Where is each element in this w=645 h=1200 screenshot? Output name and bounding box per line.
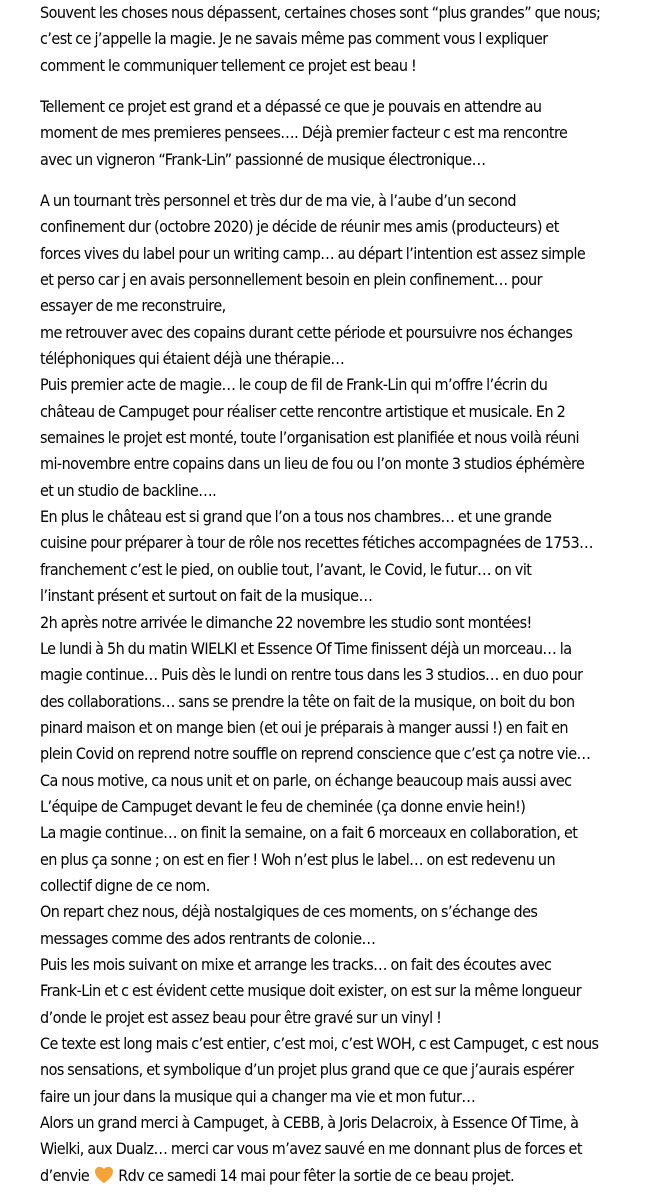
text-line: Ca nous motive, ca nous unit et on parle, on échange beaucoup mais aussi avec: [40, 770, 572, 790]
closing-text-after: Rdv ce samedi 14 mai pour fêter la sortie de ce beau projet.: [118, 1165, 515, 1185]
text-line: Le lundi à 5h du matin WIELKI et Essence Of Time finissent déjà un morceau… la: [40, 638, 572, 658]
text-line: Alors un grand merci à Campuget, à CEBB, à Joris Delacroix, à Essence Of Time, à: [40, 1113, 579, 1133]
text-line: confinement dur (octobre 2020) je décide de réunir mes amis (producteurs) et: [40, 217, 559, 237]
text-line: Wielki, aux Dualz… merci car vous m’avez sauvé en me donnant plus de forces et: [40, 1139, 582, 1159]
text-line: nos sensations, et symbolique d’un projet plus grand que ce que j’aurais espérer: [40, 1060, 574, 1080]
text-line: téléphoniques qui étaient déjà une thérapie…: [40, 349, 345, 369]
text-line: cuisine pour préparer à tour de rôle nos recettes fétiches accompagnées de 1753…: [40, 533, 593, 553]
text-line: Puis premier acte de magie… le coup de fil de Frank-Lin qui m’offre l’écrin du: [40, 375, 548, 395]
text-line: La magie continue… on finit la semaine, on a fait 6 morceaux en collaboration, et: [40, 823, 578, 843]
text-line: Puis les mois suivant on mixe et arrange les tracks… on fait des écoutes avec: [40, 954, 552, 974]
text-line: et un studio de backline….: [40, 480, 217, 500]
text-line: 2h après notre arrivée le dimanche 22 novembre les studio sont montées!: [40, 612, 532, 632]
text-line: château de Campuget pour réaliser cette rencontre artistique et musicale. En 2: [40, 401, 566, 421]
text-line: messages comme des ados rentrants de colonie…: [40, 928, 376, 948]
text-line: collectif digne de ce nom.: [40, 875, 210, 895]
text-line: en plus ça sonne ; on est en fier ! Woh n’est plus le label… on est redevenu un: [40, 849, 556, 869]
text-line: Tellement ce projet est grand et a dépassé ce que je pouvais en attendre au: [40, 97, 542, 116]
text-line: L’équipe de Campuget devant le feu de cheminée (ça donne envie hein!): [40, 796, 526, 816]
text-line: pinard maison et on mange bien (et oui je préparais à manger aussi !) en fait en: [40, 717, 568, 737]
text-line: me retrouver avec des copains durant cette période et poursuivre nos échanges: [40, 322, 573, 342]
text-line: plein Covid on reprend notre souffle on reprend conscience que c’est ça notre vie…: [40, 744, 591, 764]
paragraph-story: [40, 188, 598, 1189]
text-line: des collaborations… sans se prendre la tête on fait de la musique, on boit du bon: [40, 691, 575, 711]
text-line: Ce texte est long mais c’est entier, c’est moi, c’est WOH, c est Campuget, c est nous: [40, 1034, 599, 1053]
orange-heart-icon: [94, 1166, 114, 1184]
text-line: magie continue… Puis dès le lundi on rentre tous dans les 3 studios… en duo pour: [40, 665, 583, 685]
text-line: comment le communiquer tellement ce projet est beau !: [40, 55, 417, 75]
text-line: semaines le projet est monté, toute l’organisation est planifiée et nous voilà réuni: [40, 428, 580, 448]
text-line: d’onde le projet est assez beau pour être gravé sur un vinyl !: [40, 1007, 442, 1027]
text-line: c’est ce j’appelle la magie. Je ne savais même pas comment vous l expliquer: [40, 29, 548, 49]
closing-text-before: d’envie: [40, 1165, 90, 1185]
text-line: franchement c’est le pied, on oublie tout, l’avant, le Covid, le futur… on vit: [40, 559, 532, 579]
paragraph-frank-lin: [40, 94, 567, 173]
text-line: essayer de me reconstruire,: [40, 296, 226, 316]
text-line: Souvent les choses nous dépassent, certaines choses sont “plus grandes” que nous;: [40, 3, 601, 22]
text-line: forces vives du label pour un writing camp… au départ l’intention est assez simple: [40, 243, 586, 263]
closing-line: [40, 1163, 598, 1189]
text-line: et perso car j en avais personnellement besoin en plein confinement… pour: [40, 270, 542, 290]
text-line: En plus le château est si grand que l’on a tous nos chambres… et une grande: [40, 507, 552, 527]
text-line: Frank-Lin et c est évident cette musique doit exister, on est sur la même longueur: [40, 981, 582, 1001]
text-line: faire un jour dans la musique qui a changer ma vie et mon futur…: [40, 1086, 476, 1106]
text-line: On repart chez nous, déjà nostalgiques de ces moments, on s’échange des: [40, 902, 538, 922]
text-line: mi-novembre entre copains dans un lieu de fou ou l’on monte 3 studios éphémère: [40, 454, 585, 474]
paragraph-intro: [40, 0, 600, 79]
text-line: l’instant présent et surtout on fait de la musique…: [40, 586, 373, 606]
text-line: avec un vigneron “Frank-Lin” passionné de musique électronique…: [40, 149, 486, 169]
text-line: A un tournant très personnel et très dur de ma vie, à l’aube d’un second: [40, 191, 516, 210]
text-line: moment de mes premieres pensees…. Déjà premier facteur c est ma rencontre: [40, 123, 568, 143]
